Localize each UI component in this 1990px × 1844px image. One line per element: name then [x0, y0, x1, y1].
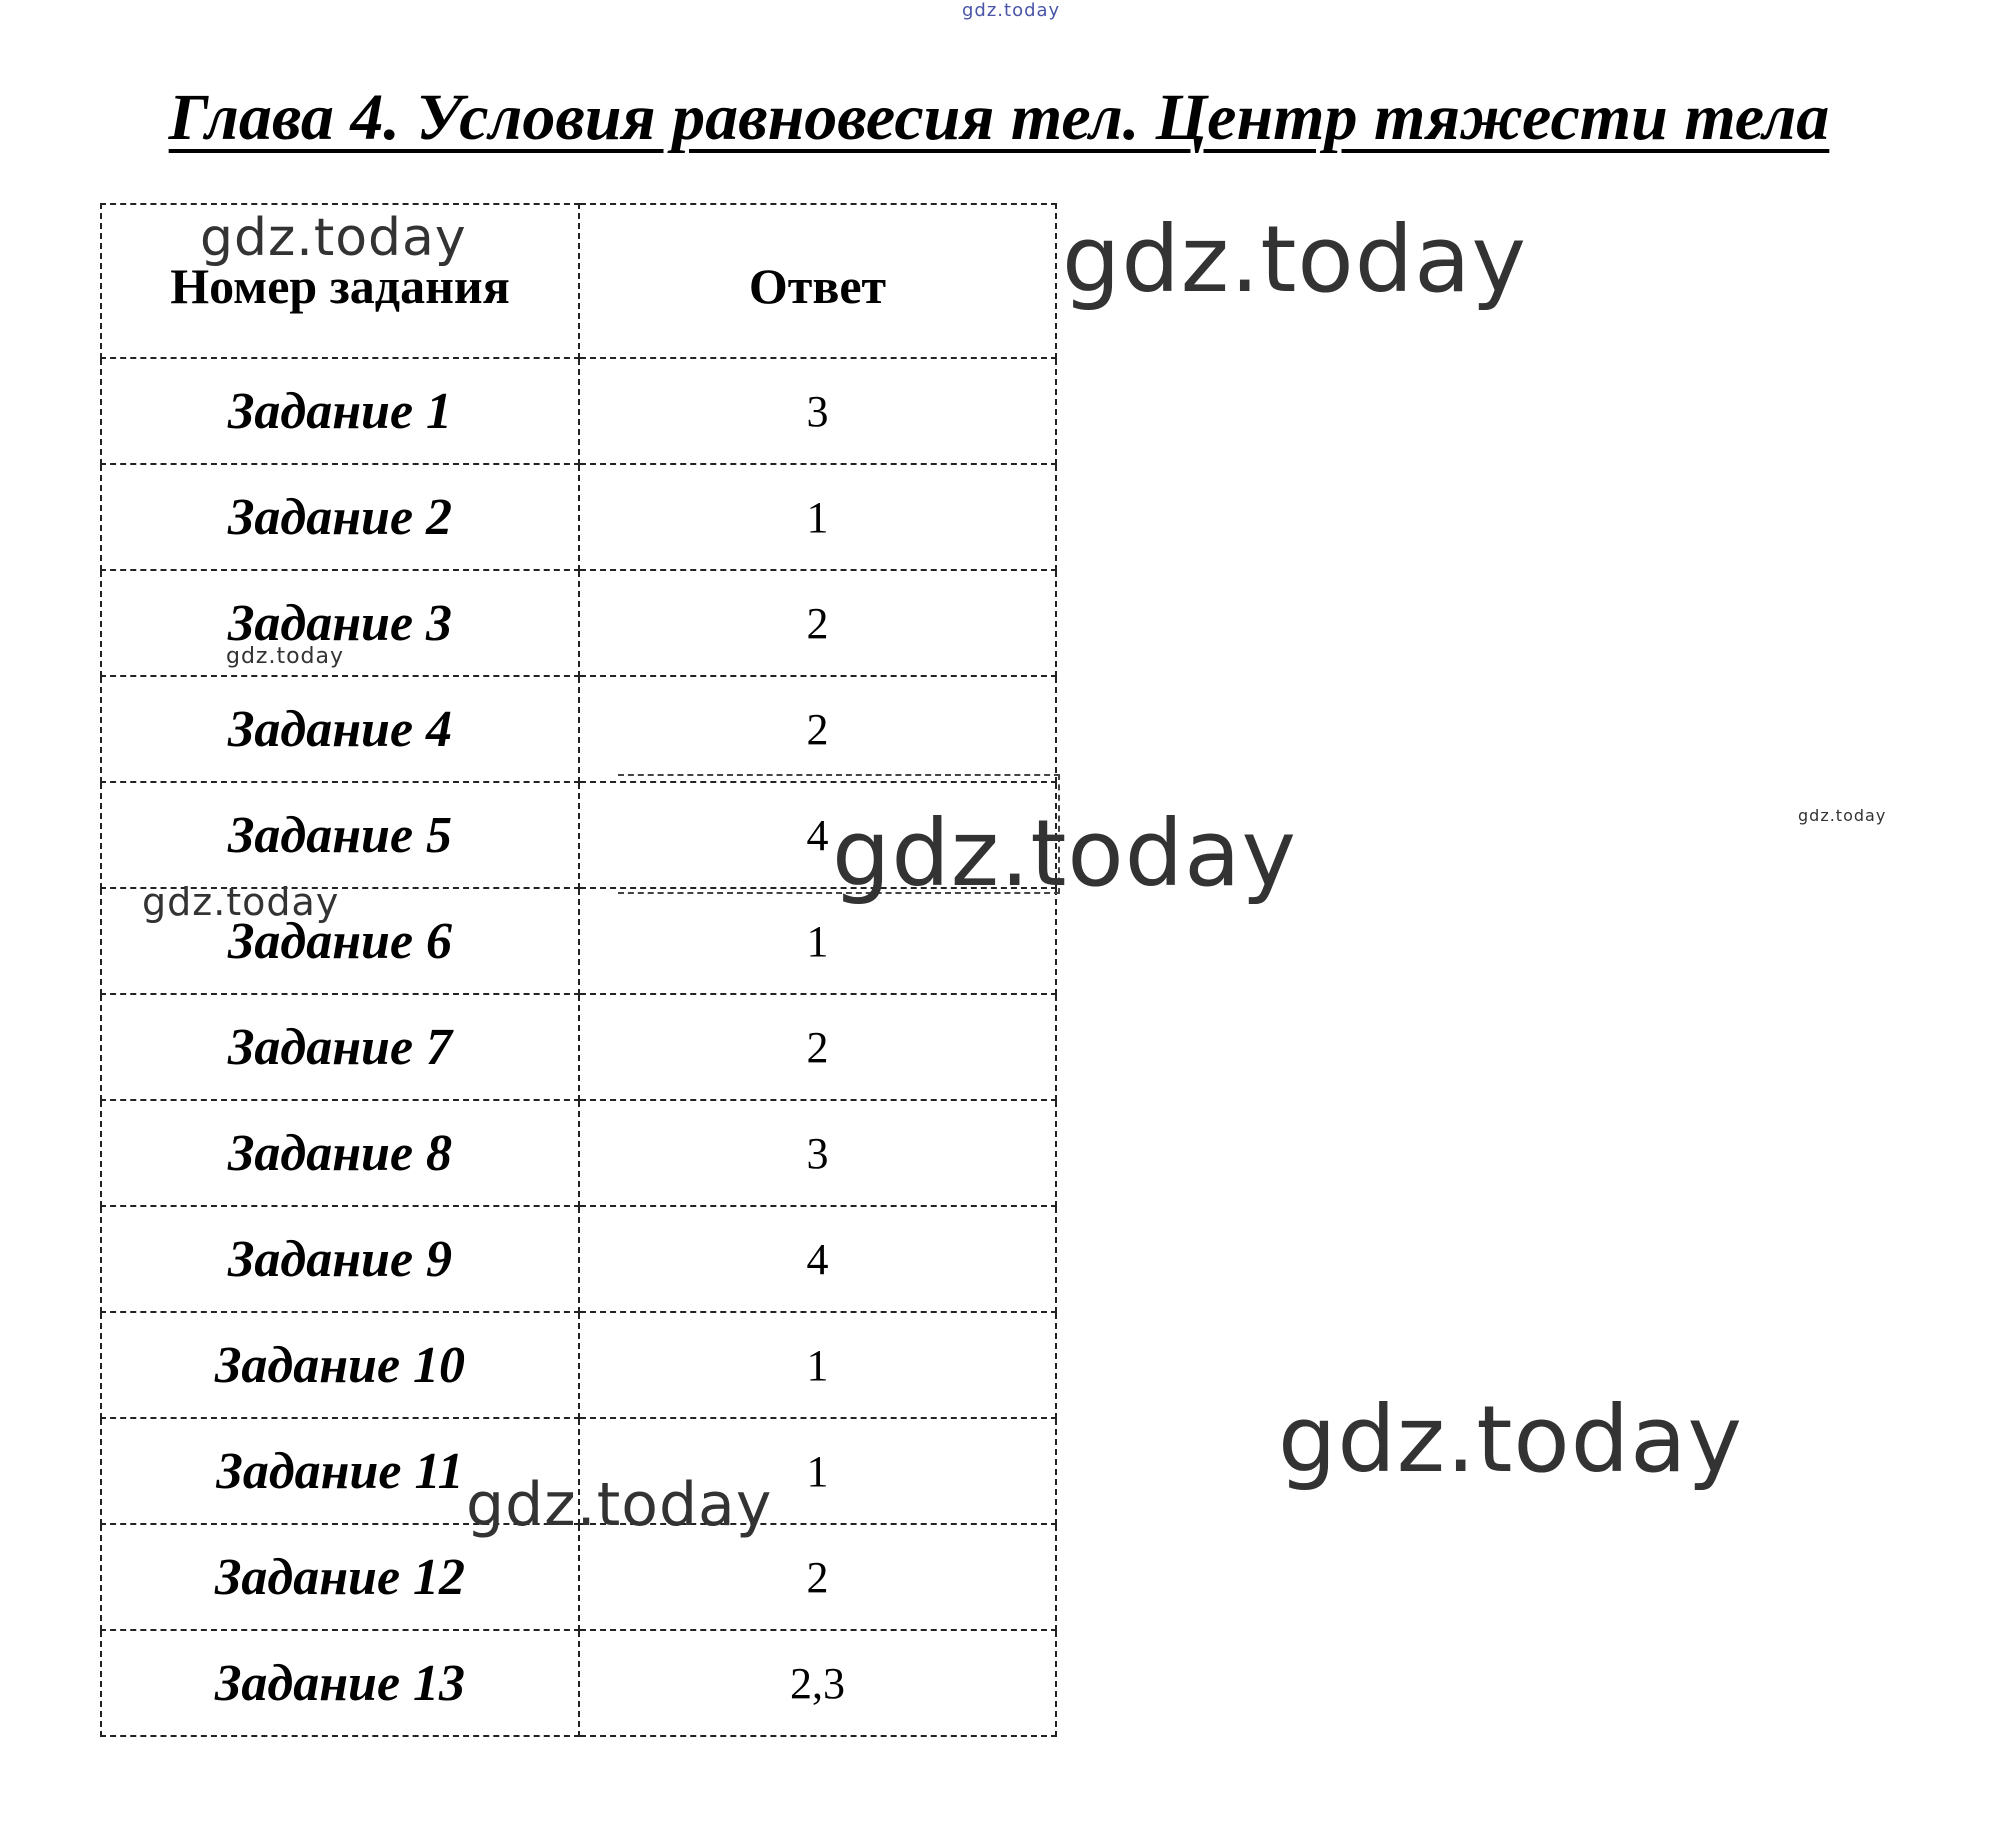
answer-value: 2 [579, 1524, 1056, 1630]
task-label: Задание 12 [101, 1524, 579, 1630]
task-label: Задание 13 [101, 1630, 579, 1736]
answer-value: 4 [579, 1206, 1056, 1312]
overlay-patch [618, 774, 1060, 894]
table-row [101, 1312, 1056, 1418]
table-row [101, 676, 1056, 782]
watermark: gdz.today [142, 880, 340, 924]
table-header-row [101, 204, 1056, 358]
answer-value: 1 [579, 464, 1056, 570]
header-task-number: Номер задания [101, 204, 579, 358]
answer-value: 2 [579, 994, 1056, 1100]
task-label: Задание 9 [101, 1206, 579, 1312]
table-row [101, 358, 1056, 464]
task-label: Задание 7 [101, 994, 579, 1100]
task-label: Задание 10 [101, 1312, 579, 1418]
answer-value: 1 [579, 1312, 1056, 1418]
task-label: Задание 8 [101, 1100, 579, 1206]
watermark: gdz.today [1278, 1386, 1743, 1493]
page-title: Глава 4. Условия равновесия тел. Центр тяжести тела [168, 81, 1830, 154]
answer-value: 1 [579, 1418, 1056, 1524]
task-label: Задание 2 [101, 464, 579, 570]
watermark: gdz.today [200, 208, 467, 268]
watermark: gdz.today [832, 800, 1297, 907]
table-row [101, 1206, 1056, 1312]
task-label: Задание 1 [101, 358, 579, 464]
header-answer: Ответ [579, 204, 1056, 358]
table-row [101, 464, 1056, 570]
answer-value: 3 [579, 358, 1056, 464]
task-label: Задание 3 [101, 570, 579, 676]
watermark: gdz.today [226, 644, 345, 669]
watermark: gdz.today [1798, 806, 1887, 825]
answer-value: 2 [579, 570, 1056, 676]
task-label: Задание 4 [101, 676, 579, 782]
watermark: gdz.today [1062, 206, 1527, 313]
answer-value: 1 [579, 888, 1056, 994]
watermark: gdz.today [962, 0, 1061, 21]
table-row [101, 1524, 1056, 1630]
table-row [101, 994, 1056, 1100]
answer-value: 3 [579, 1100, 1056, 1206]
table-row [101, 888, 1056, 994]
table-row [101, 1418, 1056, 1524]
table-row [101, 570, 1056, 676]
answer-value: 4 [579, 782, 1056, 888]
answers-table [100, 203, 1057, 1737]
task-label: Задание 11 [101, 1418, 579, 1524]
task-label: Задание 6 [101, 888, 579, 994]
watermark: gdz.today [466, 1470, 773, 1540]
answer-value: 2,3 [579, 1630, 1056, 1736]
table-row [101, 1630, 1056, 1736]
table-row [101, 1100, 1056, 1206]
answer-value: 2 [579, 676, 1056, 782]
task-label: Задание 5 [101, 782, 579, 888]
